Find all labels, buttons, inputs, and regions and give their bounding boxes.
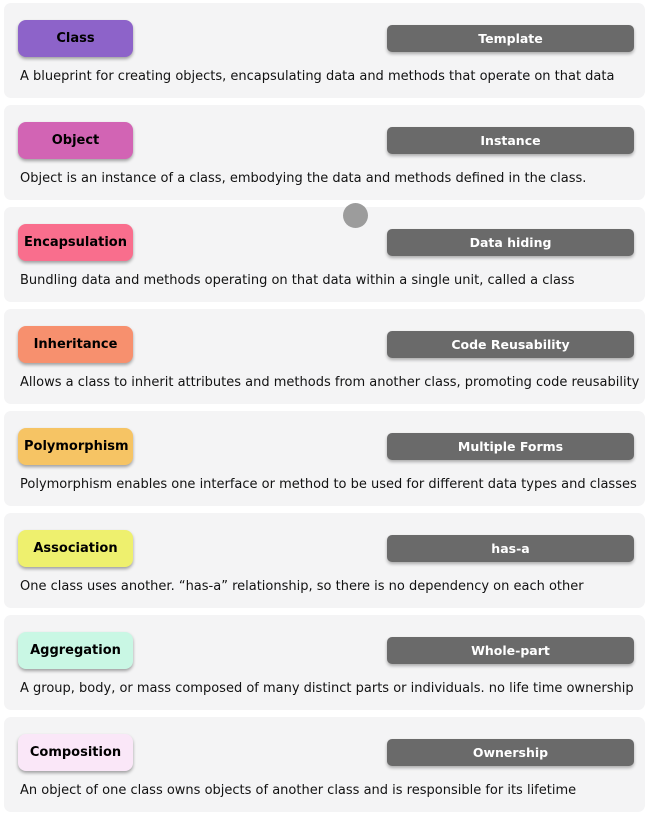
term-button[interactable]: Class: [18, 20, 133, 57]
card-description: A blueprint for creating objects, encapsulating data and methods that operate on that data: [20, 69, 615, 84]
flashcard: [4, 615, 645, 710]
card-header: [18, 122, 634, 159]
card-description: Bundling data and methods operating on that data within a single unit, called a class: [20, 273, 575, 288]
flashcard: [4, 3, 645, 98]
card-description: A group, body, or mass composed of many distinct parts or individuals. no life time ownership: [20, 681, 634, 696]
answer-button[interactable]: Instance: [387, 127, 634, 154]
flashcard: [4, 717, 645, 812]
answer-button[interactable]: Code Reusability: [387, 331, 634, 358]
answer-button[interactable]: Multiple Forms: [387, 433, 634, 460]
term-button[interactable]: Encapsulation: [18, 224, 133, 261]
flashcard: [4, 207, 645, 302]
term-button[interactable]: Inheritance: [18, 326, 133, 363]
card-description: Object is an instance of a class, embodying the data and methods defined in the class.: [20, 171, 587, 186]
term-button[interactable]: Object: [18, 122, 133, 159]
card-header: [18, 20, 634, 57]
flashcard: [4, 105, 645, 200]
term-button[interactable]: Polymorphism: [18, 428, 133, 465]
card-header: [18, 326, 634, 363]
term-button[interactable]: Aggregation: [18, 632, 133, 669]
term-button[interactable]: Association: [18, 530, 133, 567]
cursor-indicator: [343, 203, 368, 228]
flashcard: [4, 411, 645, 506]
card-header: [18, 632, 634, 669]
card-header: [18, 734, 634, 771]
card-description: Polymorphism enables one interface or method to be used for different data types and classes: [20, 477, 637, 492]
answer-button[interactable]: has-a: [387, 535, 634, 562]
card-description: Allows a class to inherit attributes and methods from another class, promoting code reusability: [20, 375, 640, 390]
card-header: [18, 224, 634, 261]
flashcard: [4, 513, 645, 608]
flashcard: [4, 309, 645, 404]
term-button[interactable]: Composition: [18, 734, 133, 771]
card-header: [18, 530, 634, 567]
answer-button[interactable]: Ownership: [387, 739, 634, 766]
card-description: One class uses another. “has-a” relationship, so there is no dependency on each other: [20, 579, 584, 594]
answer-button[interactable]: Template: [387, 25, 634, 52]
card-header: [18, 428, 634, 465]
answer-button[interactable]: Whole-part: [387, 637, 634, 664]
answer-button[interactable]: Data hiding: [387, 229, 634, 256]
card-description: An object of one class owns objects of another class and is responsible for its lifetime: [20, 783, 577, 798]
